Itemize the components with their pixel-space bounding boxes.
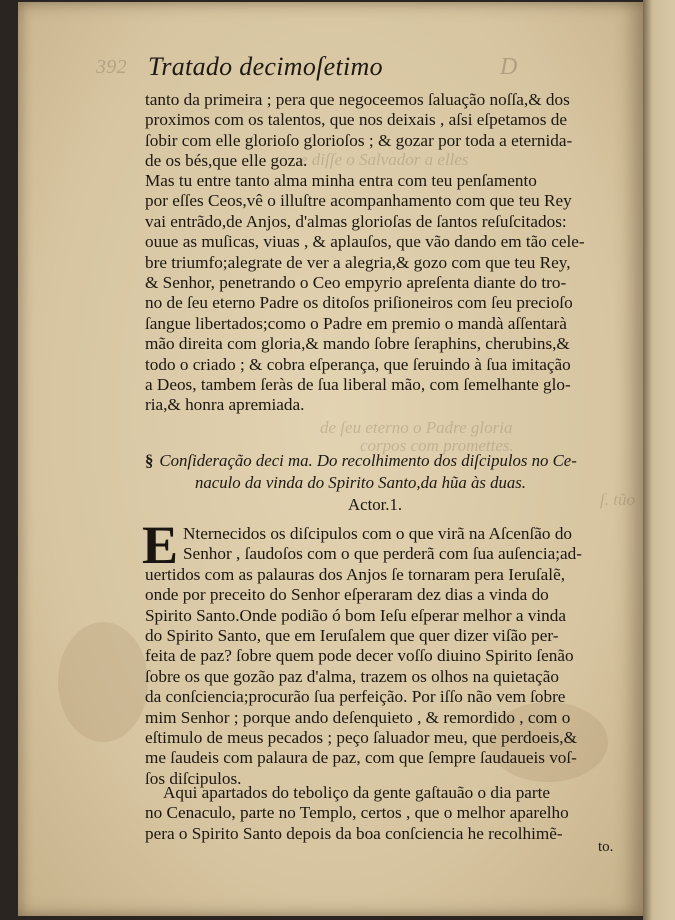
text-line: vai entrãdo,de Anjos, d'almas glorioſas de ſantos reſuſcitados:	[145, 211, 567, 231]
header-ghost-left: 392	[96, 56, 127, 78]
text-line: todo o criado ; & cobra eſperança, que ſeruindo à ſua imitação	[145, 354, 571, 374]
text-line: tanto da primeira ; pera que negoceemos ſaluação noſſa,& dos	[145, 90, 570, 109]
paragraph-3	[145, 524, 582, 789]
drop-cap: E	[142, 515, 179, 575]
text-line: ſangue libertados;como o Padre em premio o mandà aſſentarà	[145, 313, 567, 333]
text-line: ſobre os que gozão paz d'alma, trazem os olhos na quietação	[145, 666, 560, 686]
show-through-text: e diſſe o Salvador a elles	[300, 150, 469, 169]
header-title: Tratado decimoſetimo	[148, 52, 383, 81]
section-heading	[145, 450, 577, 516]
adjacent-page-edge	[643, 0, 675, 920]
text-line: pera o Spirito Santo depois da boa conſciencia he recolhimẽ-	[145, 823, 563, 843]
paragraph-2	[145, 171, 585, 416]
text-line: feita de paz? ſobre quem pode decer voſſo diuino Spirito ſenão	[145, 646, 574, 666]
text-line: Nternecidos os diſcipulos com o que virã na Aſcenſão do	[183, 524, 573, 543]
show-through-text: de ſeu eterno o Padre gloria	[320, 418, 513, 437]
text-line: de os bés,que elle goza.	[145, 151, 308, 171]
text-line: ouue as muſicas, viuas , & aplauſos, que vão dando em tão cele-	[145, 232, 585, 252]
section-title-line-2: naculo da vinda do Spirito Santo,da hũa às duas.	[195, 473, 526, 492]
section-title-line-1: Conſideração deci ma. Do recolhimento dos diſcipulos no Ce-	[159, 451, 577, 470]
text-line: do Spirito Santo, que em Ieruſalem que quer dizer viſão per-	[145, 626, 559, 646]
text-line: por eſſes Ceos,vê o illuſtre acompanhamento com que teu Rey	[145, 191, 572, 211]
text-line: uertidos com as palauras dos Anjos ſe tornaram pera Ieruſalẽ,	[145, 564, 565, 584]
text-line: Mas tu entre tanto alma minha entra com teu penſamento	[145, 171, 537, 190]
text-line: ria,& honra apremiada.	[145, 395, 305, 415]
paper-stain	[58, 622, 148, 742]
text-line: eſtimulo de meus pecados ; peço ſaluador meu, que perdoeis,&	[145, 728, 577, 748]
text-line: da conſciencia;procurão ſua perfeição. Por iſſo não vem ſobre	[145, 687, 566, 707]
text-line: & Senhor, penetrando o Ceo empyrio apreſenta diante do tro-	[145, 273, 567, 293]
text-line: Senhor , ſaudoſos com o que perderã com ſua auſencia;ad-	[183, 544, 582, 564]
text-line: ſobir com elle glorioſo glorioſos ; & gozar por toda a eternida-	[145, 130, 573, 150]
text-line: me ſaudeis com palaura de paz, com que ſempre ſaudaueis voſ-	[145, 748, 577, 768]
header-ghost-right: D	[500, 54, 518, 80]
running-header	[96, 52, 548, 82]
paragraph-1	[145, 90, 572, 172]
section-mark: §	[145, 451, 154, 470]
text-line: Spirito Santo.Onde podião ó bom Ieſu eſperar melhor a vinda	[145, 605, 566, 625]
show-through-text: corpos com promettes.	[360, 436, 514, 455]
paragraph-4	[145, 783, 569, 844]
text-line: mão direita com gloria,& mando ſobre ſeraphins, cherubins,&	[145, 334, 570, 354]
show-through-text: ſ. tũo	[600, 490, 635, 509]
catchword: to.	[598, 839, 614, 855]
text-line: onde por preceito do Senhor eſperaram dez dias a vinda do	[145, 585, 549, 605]
text-line: no de ſeu eterno Padre os ditoſos priſioneiros com ſeu precioſo	[145, 293, 573, 313]
text-line: bre triumfo;alegrate de ver a alegria,& gozo com que teu Rey,	[145, 252, 571, 272]
text-line: proximos com os talentos, que nos deixais , aſsi eſpetamos de	[145, 110, 567, 130]
text-line: ſos diſcipulos.	[145, 768, 242, 788]
text-line: no Cenaculo, parte no Templo, certos , que o melhor aparelho	[145, 803, 569, 823]
scripture-reference: Actor.1.	[348, 495, 403, 514]
text-line: a Deos, tambem ſeràs de ſua liberal mão, com ſemelhante glo-	[145, 375, 571, 395]
text-line: Aqui apartados do teboliço da gente gaſtauão o dia parte	[163, 783, 551, 802]
text-line: mim Senhor ; porque ando deſenquieto , & remordido , com o	[145, 707, 571, 727]
